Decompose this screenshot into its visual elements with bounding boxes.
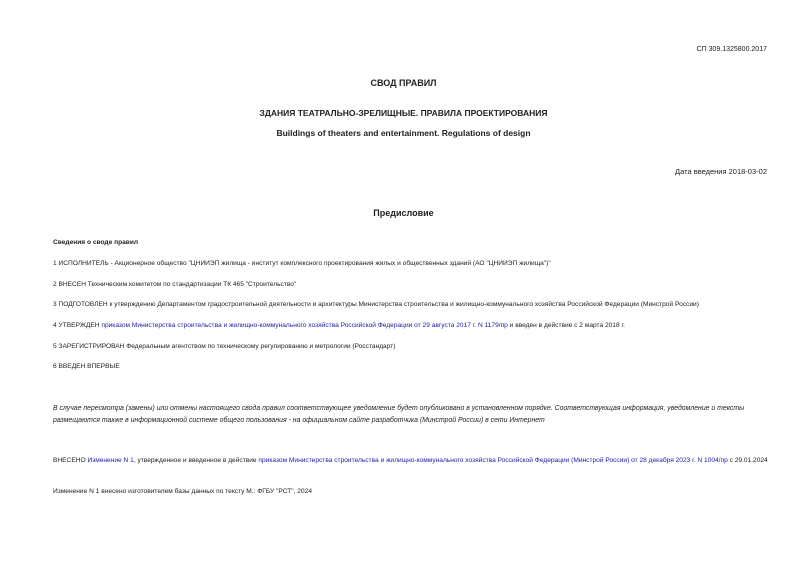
info-section-title: Сведения о своде правил [53,239,139,246]
item-submitted: 2 ВНЕСЕН Техническим комитетом по стандартизации ТК 465 "Строительство" [53,281,297,288]
change-order-link[interactable]: приказом Министерства строительства и жилищно-коммунального хозяйства Российской Федерации (Минстрой России) от 28 декабря 2023 г. N 1004/пр [258,457,728,464]
item-prepared: 3 ПОДГОТОВЛЕН к утверждению Департаментом градостроительной деятельности и архитектуры Министерства строительства и жилищно-коммунального хозяйства Российской Федерации (Минстрой России) [53,301,699,308]
document-title-en: Buildings of theaters and entertainment. Regulations of design [276,128,531,138]
change-middle: , утвержденное и введенное в действие [133,457,259,464]
document-heading: СВОД ПРАВИЛ [370,78,437,88]
document-title-ru: ЗДАНИЯ ТЕАТРАЛЬНО-ЗРЕЛИЩНЫЕ. ПРАВИЛА ПРОЕКТИРОВАНИЯ [259,108,548,118]
document-code: СП 309.1325800.2017 [696,46,767,53]
item-approved-prefix: 4 УТВЕРЖДЕН [53,322,102,329]
item-approved-suffix: и введен в действие с 2 марта 2018 г. [507,322,625,329]
item-executor: 1 ИСПОЛНИТЕЛЬ - Акционерное общество "ЦНИИЭП жилища - институт комплексного проектирования жилых и общественных зданий (АО "ЦНИИЭП жилища")" [53,260,551,267]
change-1-link[interactable]: Изменение N 1 [87,457,134,464]
change-suffix: с 29.01.2024 [727,457,768,464]
introduction-date: Дата введения 2018-03-02 [675,167,767,176]
preface-title: Предисловие [373,208,434,218]
approval-order-link[interactable]: приказом Министерства строительства и жилищно-коммунального хозяйства Российской Федерации от 29 августа 2017 г. N 1179/пр [101,322,508,329]
revision-notice: В случае пересмотра (замены) или отмены настоящего свода правил соответствующее уведомление будет опубликовано в установленном порядке. Соответствующая информация, уведомление и тексты размещаются также в информационной системе общего пользования - на официальном сайте разработчика (Минстрой России) в сети Интернет [53,405,745,424]
item-registered: 5 ЗАРЕГИСТРИРОВАН Федеральным агентством по техническому регулированию и метрологии (Росстандарт) [53,343,396,350]
change-prefix: ВНЕСЕНО [53,457,88,464]
item-introduced: 6 ВВЕДЕН ВПЕРВЫЕ [53,363,120,370]
item-approved [53,322,625,329]
change-entry [53,455,771,466]
footer-note: Изменение N 1 внесено изготовителем базы данных по тексту М.: ФГБУ "РСТ", 2024 [53,488,312,495]
